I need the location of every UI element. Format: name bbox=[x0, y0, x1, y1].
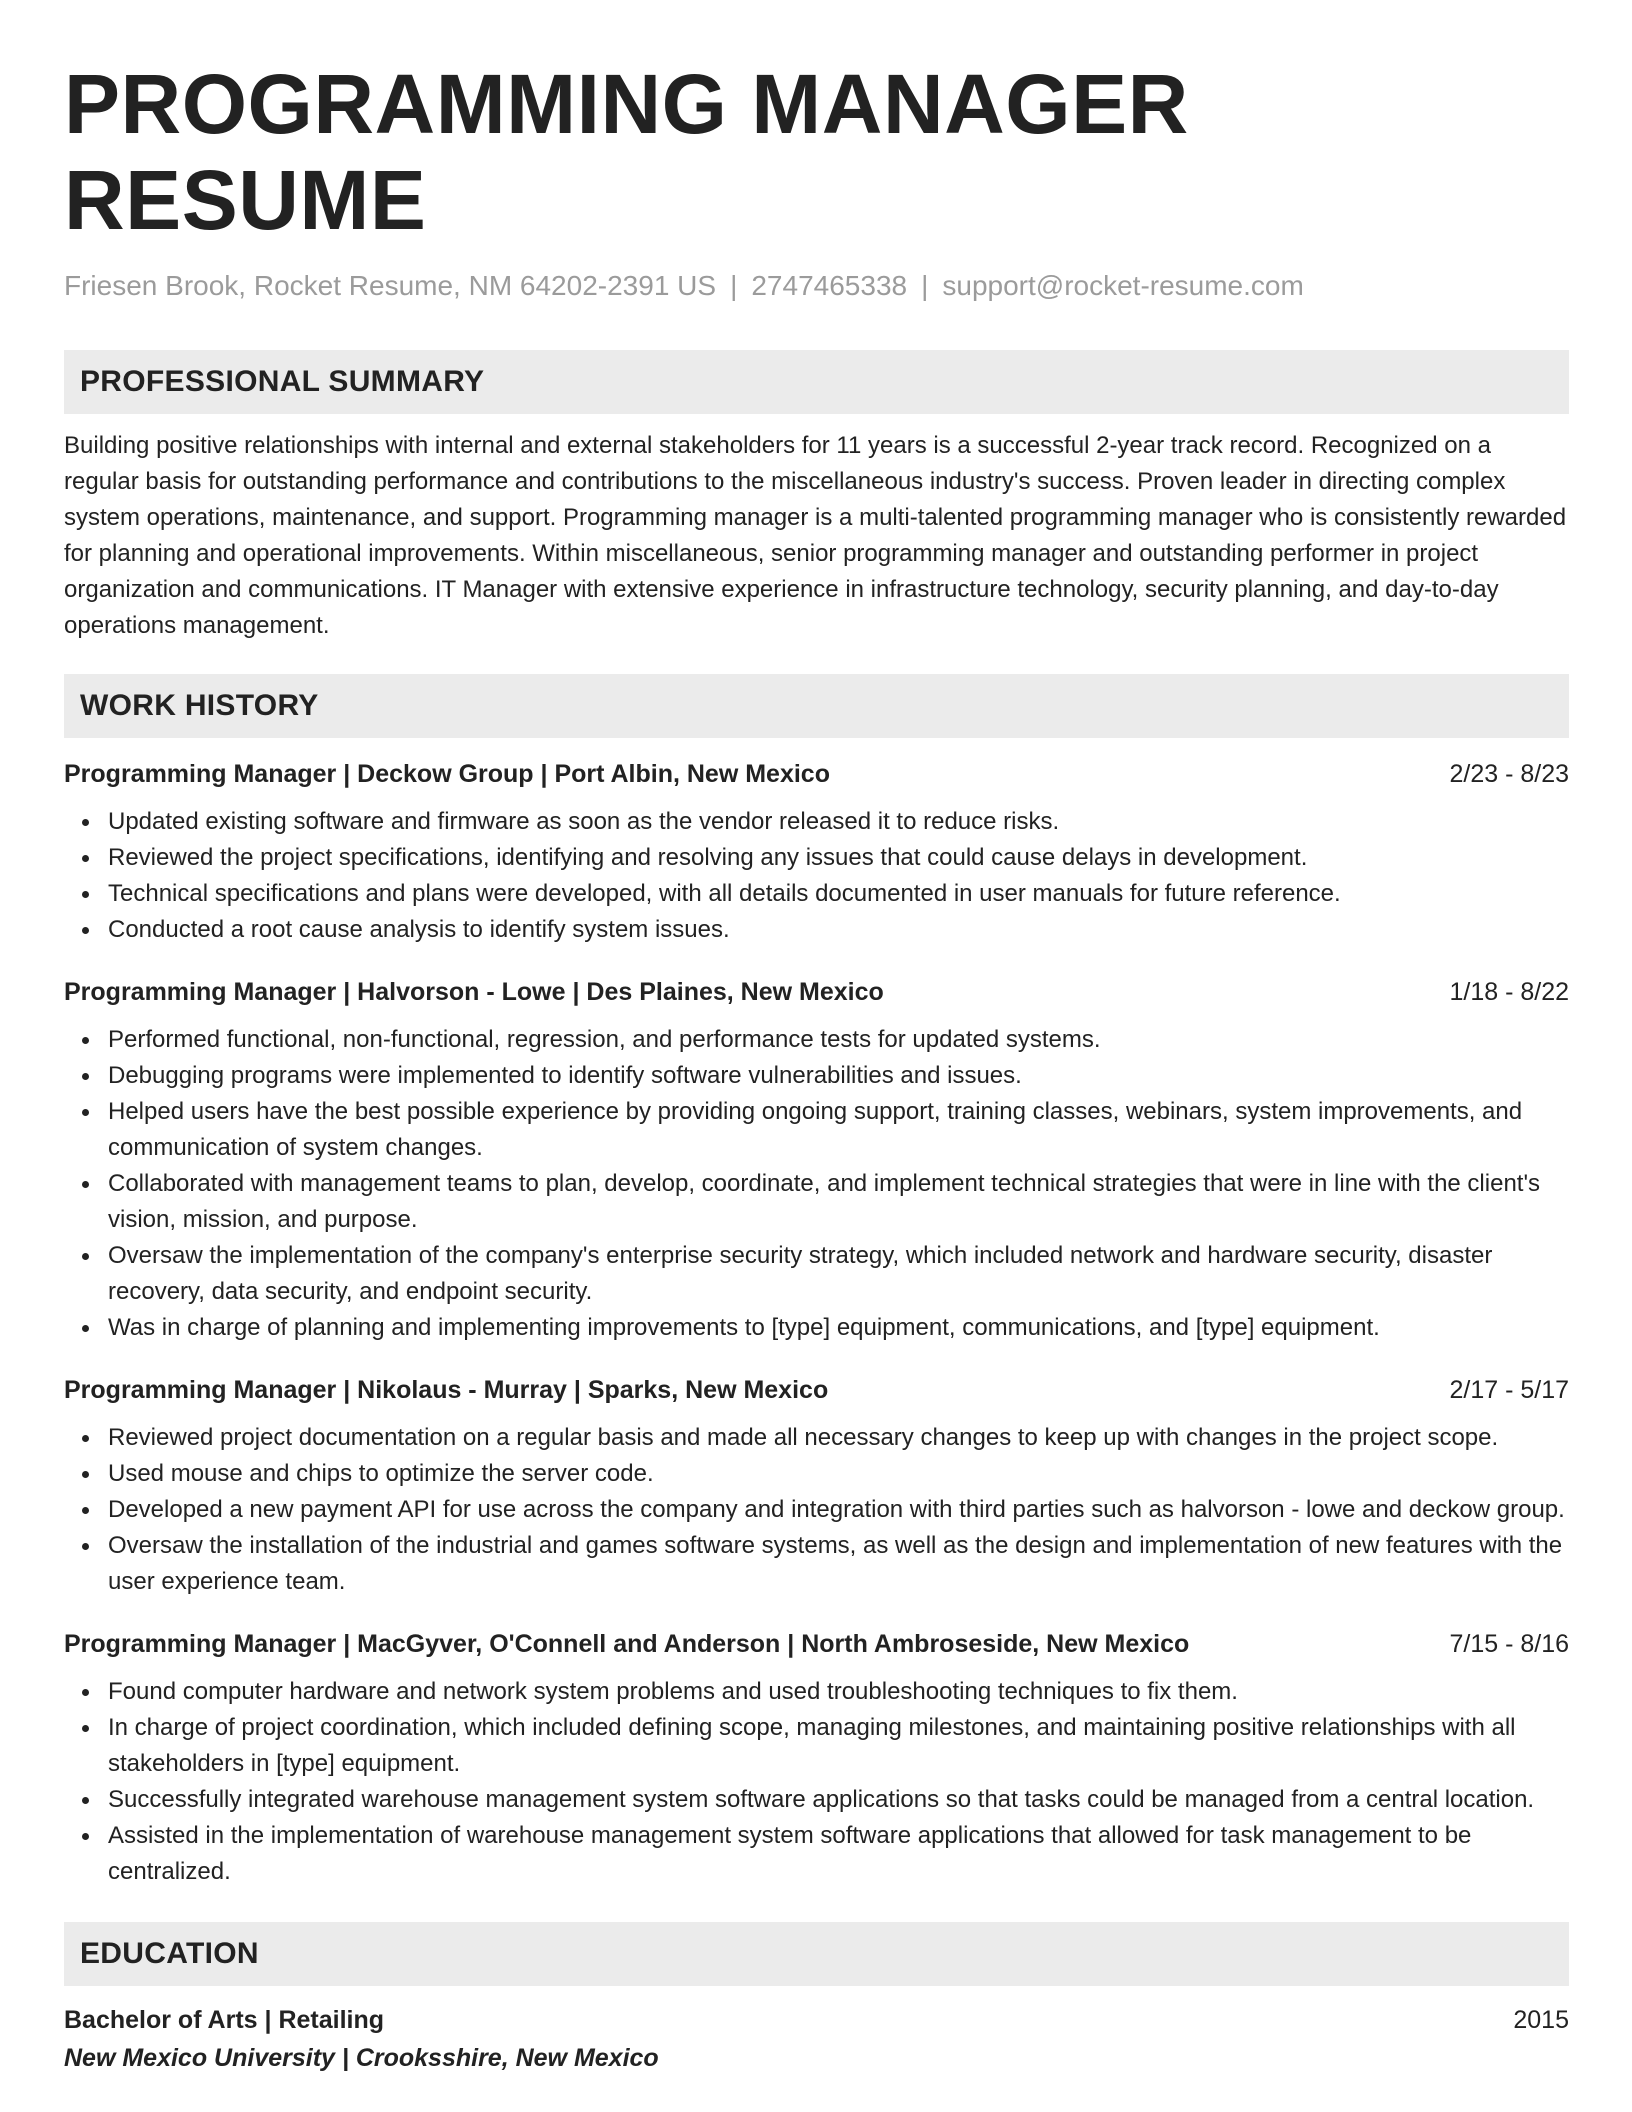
job-bullet: Assisted in the implementation of warehouse management system software applications that allowed for task management to be centralized. bbox=[108, 1818, 1569, 1890]
job-header bbox=[64, 1626, 1569, 1662]
job-bullet-list bbox=[64, 1420, 1569, 1600]
education-year: 2015 bbox=[1513, 2006, 1569, 2034]
job-header bbox=[64, 1372, 1569, 1408]
job-dates: 7/15 - 8/16 bbox=[1449, 1630, 1569, 1658]
job-entry bbox=[64, 1626, 1569, 1890]
job-bullet: Was in charge of planning and implementing improvements to [type] equipment, communications, and [type] equipment. bbox=[108, 1310, 1569, 1346]
contact-line bbox=[64, 268, 1569, 304]
education-entry bbox=[64, 2002, 1569, 2076]
contact-email[interactable]: support@rocket-resume.com bbox=[942, 270, 1304, 301]
job-header bbox=[64, 974, 1569, 1010]
job-entry bbox=[64, 974, 1569, 1346]
job-bullet: Oversaw the implementation of the company's enterprise security strategy, which included network and hardware security, disaster recovery, data security, and endpoint security. bbox=[108, 1238, 1569, 1310]
section-heading-education: EDUCATION bbox=[64, 1922, 1569, 1986]
job-bullet: Reviewed the project specifications, identifying and resolving any issues that could cause delays in development. bbox=[108, 840, 1569, 876]
job-bullet: Performed functional, non-functional, regression, and performance tests for updated systems. bbox=[108, 1022, 1569, 1058]
page-title: PROGRAMMING MANAGER RESUME bbox=[64, 57, 1189, 247]
job-bullet: Technical specifications and plans were developed, with all details documented in user manuals for future reference. bbox=[108, 876, 1569, 912]
summary-paragraph: Building positive relationships with internal and external stakeholders for 11 years is a successful 2-year track record. Recognized on a regular basis for outstanding performance and contributions to the miscellaneous industry's success. Proven leader in directing complex system operations, maintenance, and support. Programming manager is a multi-talented programming manager who is consistently rewarded for planning and operational improvements. Within miscellaneous, senior programming manager and outstanding performer in project organization and communications. IT Manager with extensive experience in infrastructure technology, security planning, and day-to-day operations management. bbox=[64, 432, 1567, 639]
job-bullet: Helped users have the best possible experience by providing ongoing support, training classes, webinars, system improvements, and communication of system changes. bbox=[108, 1094, 1569, 1166]
section-heading-summary: PROFESSIONAL SUMMARY bbox=[64, 350, 1569, 414]
job-dates: 2/23 - 8/23 bbox=[1449, 760, 1569, 788]
job-bullet-list bbox=[64, 1674, 1569, 1890]
job-bullet: Conducted a root cause analysis to identify system issues. bbox=[108, 912, 1569, 948]
job-entry bbox=[64, 756, 1569, 948]
job-title: Programming Manager | MacGyver, O'Connell and Anderson | North Ambroseside, New Mexico bbox=[64, 1630, 1190, 1658]
job-bullet-list bbox=[64, 804, 1569, 948]
job-header bbox=[64, 756, 1569, 792]
job-title: Programming Manager | Halvorson - Lowe | Des Plaines, New Mexico bbox=[64, 978, 884, 1006]
job-bullet: Collaborated with management teams to plan, develop, coordinate, and implement technical strategies that were in line with the client's vision, mission, and purpose. bbox=[108, 1166, 1569, 1238]
contact-address: Friesen Brook, Rocket Resume, NM 64202-2391 US bbox=[64, 270, 717, 301]
job-bullet: Developed a new payment API for use across the company and integration with third parties such as halvorson - lowe and deckow group. bbox=[108, 1492, 1569, 1528]
education-school: New Mexico University | Crooksshire, New Mexico bbox=[64, 2044, 659, 2072]
job-bullet: Reviewed project documentation on a regular basis and made all necessary changes to keep up with changes in the project scope. bbox=[108, 1420, 1569, 1456]
contact-phone[interactable]: 2747465338 bbox=[751, 270, 908, 301]
section-heading-work-history: WORK HISTORY bbox=[64, 674, 1569, 738]
job-bullet-list bbox=[64, 1022, 1569, 1346]
job-bullet: Debugging programs were implemented to identify software vulnerabilities and issues. bbox=[108, 1058, 1569, 1094]
job-bullet: In charge of project coordination, which included defining scope, managing milestones, and maintaining positive relationships with all stakeholders in [type] equipment. bbox=[108, 1710, 1569, 1782]
job-bullet: Successfully integrated warehouse management system software applications so that tasks could be managed from a central location. bbox=[108, 1782, 1569, 1818]
job-title: Programming Manager | Nikolaus - Murray | Sparks, New Mexico bbox=[64, 1376, 829, 1404]
job-dates: 1/18 - 8/22 bbox=[1449, 978, 1569, 1006]
contact-separator: | bbox=[921, 270, 929, 301]
job-entry bbox=[64, 1372, 1569, 1600]
job-dates: 2/17 - 5/17 bbox=[1449, 1376, 1569, 1404]
job-bullet: Found computer hardware and network system problems and used troubleshooting techniques to fix them. bbox=[108, 1674, 1569, 1710]
job-title: Programming Manager | Deckow Group | Port Albin, New Mexico bbox=[64, 760, 830, 788]
contact-separator: | bbox=[730, 270, 738, 301]
education-header bbox=[64, 2002, 1569, 2038]
education-degree: Bachelor of Arts | Retailing bbox=[64, 2006, 385, 2034]
job-bullet: Oversaw the installation of the industrial and games software systems, as well as the design and implementation of new features with the user experience team. bbox=[108, 1528, 1569, 1600]
job-bullet: Updated existing software and firmware as soon as the vendor released it to reduce risks. bbox=[108, 804, 1569, 840]
job-bullet: Used mouse and chips to optimize the server code. bbox=[108, 1456, 1569, 1492]
